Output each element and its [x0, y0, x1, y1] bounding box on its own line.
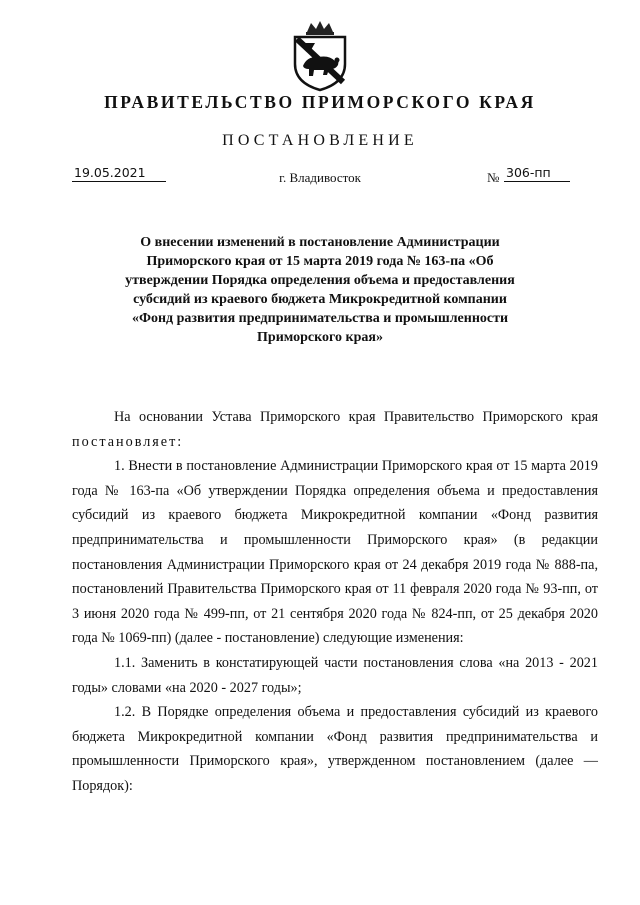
document-number: 306-пп	[504, 165, 570, 182]
intro-text: На основании Устава Приморского края Правительство Приморского края	[114, 409, 598, 425]
paragraph-1-1: 1.1. Заменить в констатирующей части постановления слова «на 2013 - 2021 годы» словами «на 2020 - 2027 годы»;	[72, 654, 598, 696]
document-subject: О внесении изменений в постановление Администрации Приморского края от 15 марта 2019 года № 163-па «Об утверждении Порядка определения объема и предоставления субсидий из краевого бюджета Микрокредитной компании «Фонд развития предпринимательства и промышленности Приморского края»	[125, 235, 515, 345]
intro-paragraph	[72, 405, 598, 454]
document-body	[72, 405, 598, 799]
paragraph-1-2: 1.2. В Порядке определения объема и предоставления субсидий из краевого бюджета Микрокредитной компании «Фонд развития предпринимательства и промышленности Приморского края», утвержденном постановлением (далее — Порядок):	[72, 704, 598, 794]
intro-verb: постановляет:	[72, 433, 184, 450]
document-city: г. Владивосток	[279, 170, 361, 185]
coat-of-arms-icon	[287, 20, 353, 92]
document-date: 19.05.2021	[72, 165, 166, 182]
number-sign: №	[487, 170, 500, 185]
government-title: ПРАВИТЕЛЬСТВО ПРИМОРСКОГО КРАЯ	[104, 92, 536, 112]
document-type: ПОСТАНОВЛЕНИЕ	[222, 132, 418, 149]
paragraph-1: 1. Внести в постановление Администрации Приморского края от 15 марта 2019 года № 163-па «Об утверждении Порядка определения объема и предоставления субсидий из краевого бюджета Микрокредитной компании «Фонд развития предпринимательства и промышленности Приморского края» (в редакции постановления Администрации Приморского края от 24 декабря 2019 года № 888-па, постановлений Правительства Приморского края от 11 февраля 2020 года № 93-пп, от 3 июня 2020 года № 499-пп, от 21 сентября 2020 года № 824-пп, от 25 декабря 2020 года № 1069-пп) (далее - постановление) следующие изменения:	[72, 458, 598, 647]
